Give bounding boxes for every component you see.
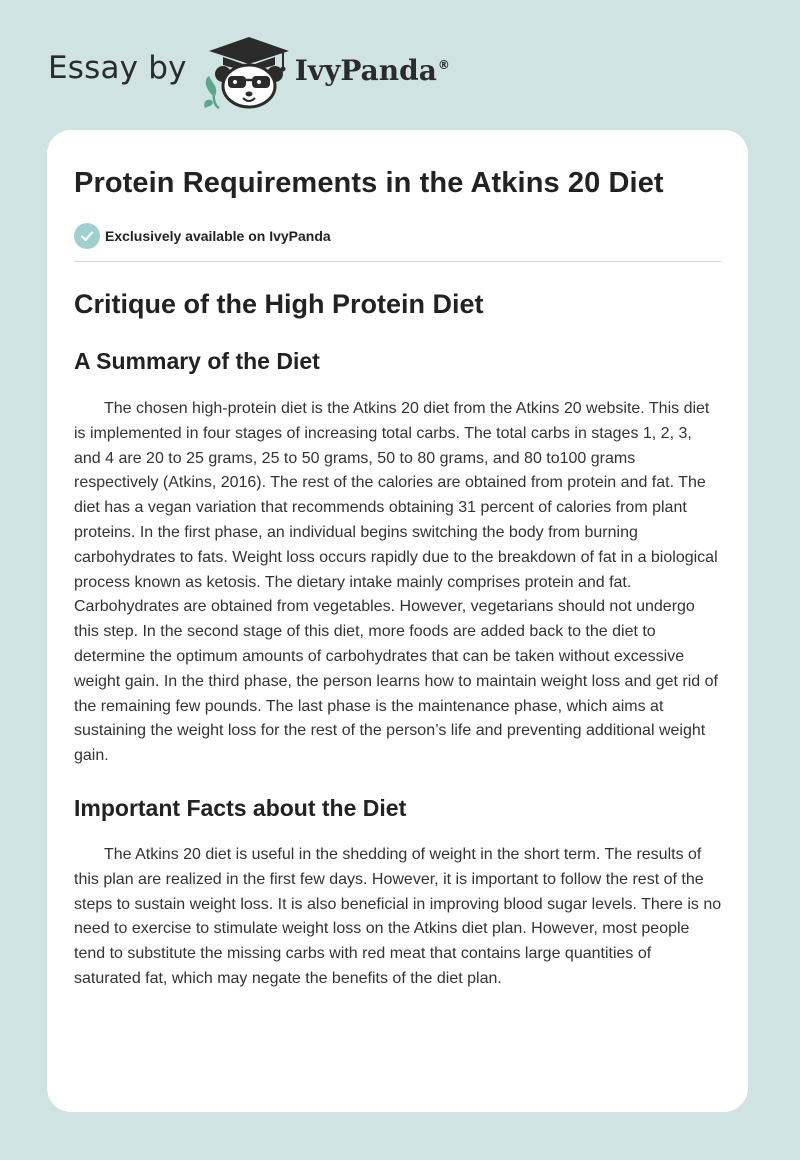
exclusive-badge: [74, 222, 722, 250]
essay-card: [47, 130, 748, 1112]
subsection-heading-summary: A Summary of the Diet: [74, 348, 320, 374]
check-icon: [74, 223, 100, 249]
subsection-heading-facts: Important Facts about the Diet: [74, 794, 407, 821]
badge-text: Exclusively available on IvyPanda: [105, 228, 331, 244]
paragraph-summary: The chosen high-protein diet is the Atkins 20 diet from the Atkins 20 website. This diet is implemented in four stages of increasing total carbs. The total carbs in stages 1, 2, 3, and 4 are 20 to 25 grams, 25 to 50 grams, 50 to 80 grams, and 80 to100 grams respectively (Atkins, 2016). The rest of the calories are obtained from protein and fat. The diet has a vegan variation that recommends obtaining 31 percent of calories from plant proteins. In the first phase, an individual begins switching the body from burning carbohydrates to fats. Weight loss occurs rapidly due to the breakdown of fat in a biological process known as ketosis. The dietary intake mainly comprises protein and fat. Carbohydrates are obtained from vegetables. However, vegetarians should not undergo this step. In the second stage of this diet, more foods are added back to the diet to determine the optimum amounts of carbohydrates that can be taken without excessive weight gain. In the third phase, the person learns how to maintain weight loss and get rid of the remaining few pounds. The last phase is the maintenance phase, which aims at sustaining the weight loss for the rest of the person’s life and preventing additional weight gain.: [74, 400, 718, 765]
brand-prefix: Essay by: [48, 50, 187, 86]
panda-graduate-icon: [201, 34, 291, 110]
divider: [74, 261, 722, 262]
registered-mark: ®: [437, 58, 450, 73]
brand-header: [48, 34, 450, 110]
brand-name: IvyPanda®: [294, 53, 450, 87]
section-heading: Critique of the High Protein Diet: [74, 289, 484, 319]
page-title: Protein Requirements in the Atkins 20 Diet: [74, 167, 664, 199]
paragraph-facts: The Atkins 20 diet is useful in the shedding of weight in the short term. The results of this plan are realized in the first few days. However, it is important to follow the rest of the steps to sustain weight loss. It is also beneficial in improving blood sugar levels. There is no need to exercise to stimulate weight loss on the Atkins diet plan. However, most people tend to substitute the missing carbs with red meat that contains large quantities of saturated fat, which may negate the benefits of the diet plan.: [74, 845, 722, 987]
